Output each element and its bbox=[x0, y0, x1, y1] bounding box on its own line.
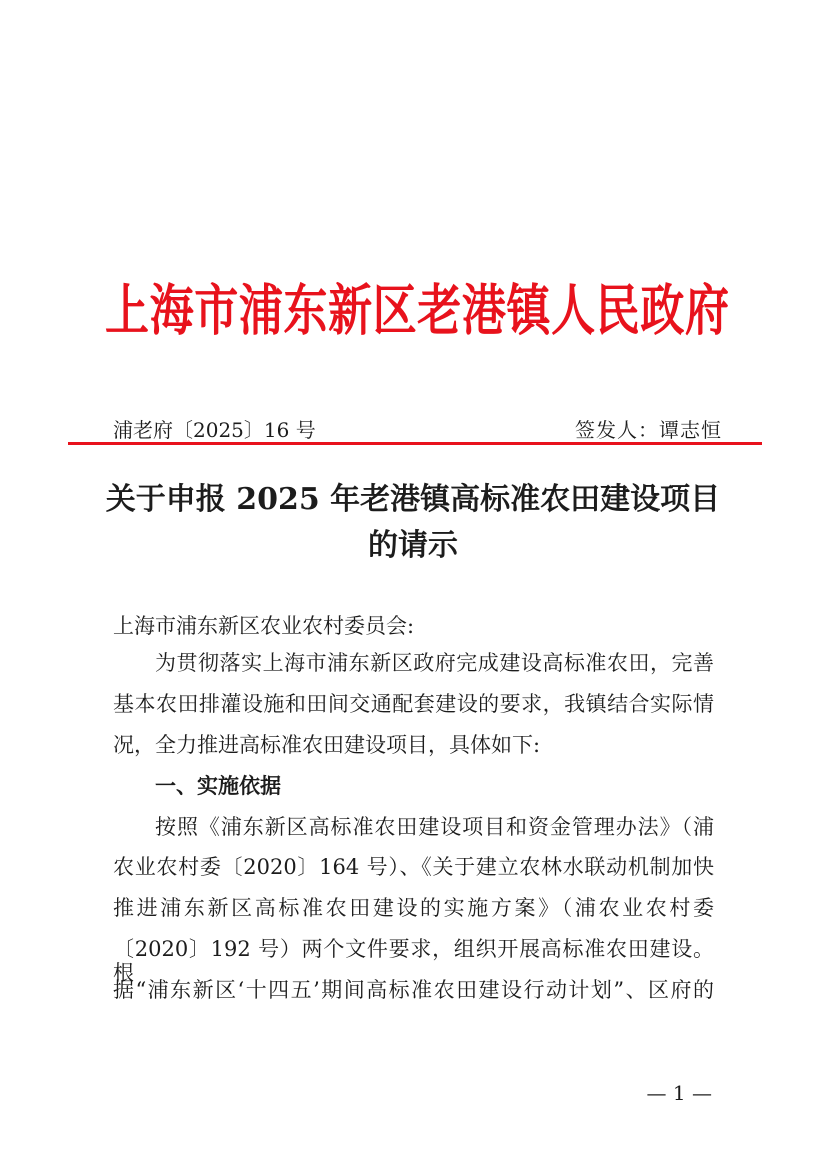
addressee: 上海市浦东新区农业农村委员会: bbox=[113, 614, 415, 638]
body-line: 据“浦东新区‘十四五’期间高标准农田建设行动计划”、区府的 bbox=[113, 978, 714, 1002]
org-header-title: 上海市浦东新区老港镇人民政府 bbox=[105, 279, 729, 344]
document-title-line-2: 的请示 bbox=[368, 528, 458, 563]
document-title-line-1: 关于申报 2025 年老港镇高标准农田建设项目 bbox=[105, 482, 721, 517]
red-separator-rule bbox=[68, 442, 762, 445]
page-number: — 1 — bbox=[646, 1081, 712, 1105]
signer: 签发人：谭志恒 bbox=[575, 418, 722, 442]
body-line: 按照《浦东新区高标准农田建设项目和资金管理办法》（浦 bbox=[155, 815, 714, 839]
body-line: 况，全力推进高标准农田建设项目，具体如下: bbox=[113, 733, 541, 757]
section-heading: 一、实施依据 bbox=[155, 774, 281, 798]
body-line: 为贯彻落实上海市浦东新区政府完成建设高标准农田，完善 bbox=[155, 651, 714, 675]
document-number: 浦老府〔2025〕16 号 bbox=[113, 418, 316, 442]
body-line: 基本农田排灌设施和田间交通配套建设的要求，我镇结合实际情 bbox=[113, 692, 714, 716]
body-line: 〔2020〕192 号）两个文件要求，组织开展高标准农田建设。根 bbox=[113, 937, 714, 985]
body-line: 农业农村委〔2020〕164 号）、《关于建立农林水联动机制加快 bbox=[113, 855, 714, 879]
body-line: 推进浦东新区高标准农田建设的实施方案》（浦农业农村委 bbox=[113, 896, 714, 920]
